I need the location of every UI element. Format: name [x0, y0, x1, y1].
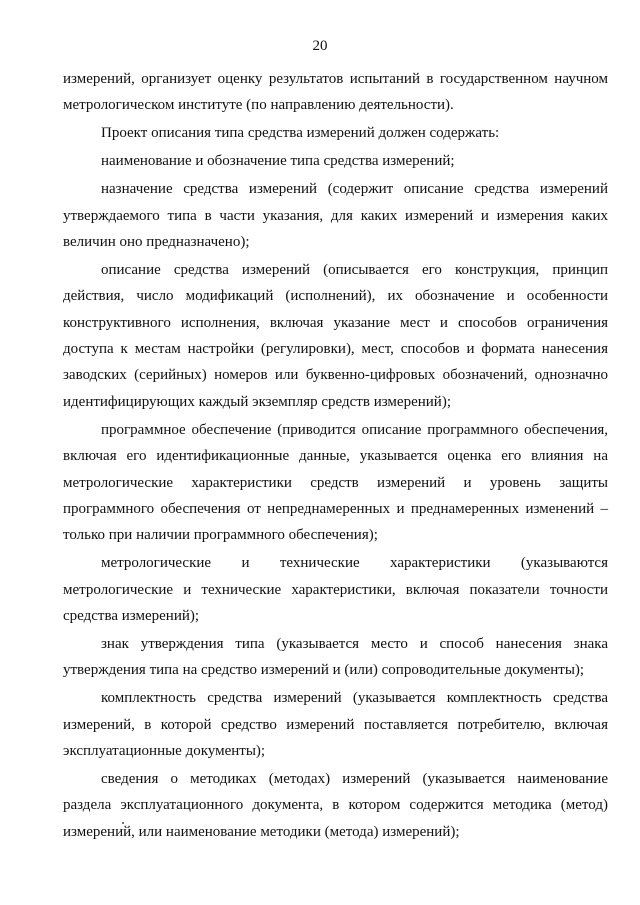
- scan-artifact: [122, 822, 124, 824]
- paragraph-software: программное обеспечение (приводится описание программного обеспечения, включая его идентификационные данные, указывается оценка его влияния на метрологические характеристики средств измерений и уровень защиты программного обеспечения от непреднамеренных и преднамеренных изменений – только при наличии программного обеспечения);: [63, 421, 608, 544]
- document-body: [63, 66, 608, 845]
- paragraph-characteristics: метрологические и технические характеристики (указываются метрологические и технические характеристики, включая показатели точности средства измерений);: [63, 555, 608, 625]
- paragraph-description: описание средства измерений (описывается его конструкция, принцип действия, число модификаций (исполнений), их обозначение и особенности конструктивного исполнения, включая указание мест и способов ограничения доступа к местам настройки (регулировки), мест, способов и формата нанесения заводских (серийных) номеров или буквенно-цифровых обозначений, однозначно идентифицирующих каждый экземпляр средств измерений);: [63, 261, 608, 410]
- page-number: 20: [312, 38, 328, 54]
- paragraph-name-designation: наименование и обозначение типа средства измерений;: [101, 153, 455, 170]
- paragraph-completeness: комплектность средства измерений (указывается комплектность средства измерений, в которой средство измерений поставляется потребителю, включая эксплуатационные документы);: [63, 690, 608, 760]
- paragraph-continuation: измерений, организует оценку результатов испытаний в государственном научном метрологическом институте (по направлению деятельности).: [63, 71, 608, 114]
- paragraph-purpose: назначение средства измерений (содержит описание средства измерений утверждаемого типа в части указания, для каких измерений и измерения каких величин оно предназначено);: [63, 181, 608, 250]
- paragraph-approval-mark: знак утверждения типа (указывается место и способ нанесения знака утверждения типа на средство измерений и (или) сопроводительные документы);: [63, 636, 608, 679]
- paragraph-project-intro: Проект описания типа средства измерений должен содержать:: [101, 125, 500, 142]
- paragraph-methods: сведения о методиках (методах) измерений (указывается наименование раздела эксплуатационного документа, в котором содержится методика (метод) измерений, или наименование методики (метода) измерений);: [63, 771, 608, 840]
